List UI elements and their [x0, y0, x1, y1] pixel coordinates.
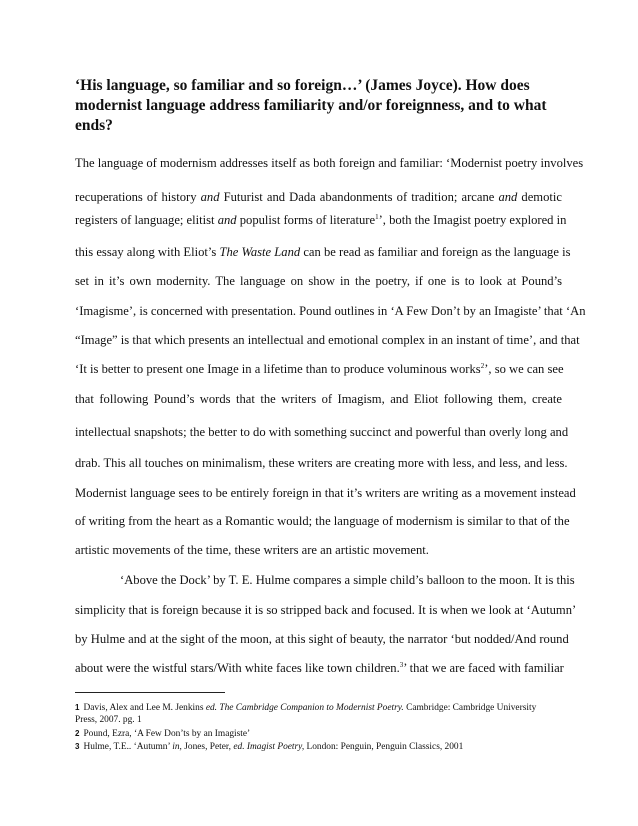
body-text: can be read as familiar and foreign as the language is [300, 245, 571, 259]
footnote-text: London: Penguin, Penguin Classics, 2001 [304, 742, 464, 752]
body-text: “Image” is that which presents an intellectual and emotional complex in an instant of time’, and that [75, 333, 580, 347]
footnote-3 [75, 741, 463, 753]
footnote-ref[interactable]: 3 [399, 661, 404, 669]
body-line [75, 212, 567, 228]
body-text: registers of language; elitist [75, 213, 218, 227]
body-text: simplicity that is foreign because it is so stripped back and focused. It is when we look at ‘Autumn’ [75, 603, 577, 617]
body-text: populist forms of literature [236, 213, 376, 227]
footnote-text: Cambridge: Cambridge University [403, 703, 537, 713]
body-line [75, 391, 562, 407]
body-text: ’ that we are faced with familiar [403, 661, 564, 675]
body-text: ’, both the Imagist poetry explored in [378, 213, 567, 227]
body-line [75, 455, 568, 471]
body-line [75, 602, 577, 618]
footnote-2 [75, 728, 250, 740]
footnote-text: Davis, Alex and Lee M. Jenkins [83, 703, 206, 713]
body-text: of writing from the heart as a Romantic would; the language of modernism is similar to that of the [75, 514, 570, 528]
body-text: The language of modernism addresses itself as both foreign and familiar: ‘Modernist poetry involves [75, 156, 584, 170]
footnote-1-cont [75, 715, 142, 726]
body-text: demotic [517, 190, 562, 204]
body-line [75, 155, 584, 171]
body-line [75, 485, 576, 501]
footnote-text: Pound, Ezra, ‘A Few Don’ts by an Imagiste’ [83, 729, 251, 739]
italic-text: and [200, 190, 220, 204]
body-line [75, 332, 580, 348]
body-text: by Hulme and at the sight of the moon, at this sight of beauty, the narrator ‘but nodded/And round [75, 632, 569, 646]
footnote-number: 3 [75, 742, 80, 751]
italic-text: The Waste Land [219, 245, 301, 259]
body-line [75, 361, 562, 377]
footnote-ref[interactable]: 2 [480, 362, 485, 370]
body-text: ‘Imagisme’, is concerned with presentation. Pound outlines in ‘A Few Don’t by an Imagiste’ that ‘An [75, 304, 586, 318]
body-text: about were the wistful stars/With white faces like town children. [75, 661, 400, 675]
body-text: drab. This all touches on minimalism, these writers are creating more with less, and less, and less. [75, 456, 568, 470]
footnote-italic: ed. Imagist Poetry, [233, 742, 305, 752]
footnote-1 [75, 702, 536, 714]
essay-title: ‘His language, so familiar and so foreign…’ (James Joyce). How does modernist language address familiarity and/or foreignness, and to what ends? [75, 77, 547, 134]
body-text: ’, so we can see [484, 362, 564, 376]
body-text: artistic movements of the time, these writers are an artistic movement. [75, 543, 429, 557]
italic-text: and [498, 190, 518, 204]
footnote-text: Jones, Peter, [181, 742, 234, 752]
footnote-italic: in, [172, 742, 182, 752]
body-line [75, 542, 429, 558]
body-text: ‘Above the Dock’ by T. E. Hulme compares a simple child’s balloon to the moon. It is this [120, 573, 575, 587]
body-line [75, 424, 569, 440]
body-line [120, 572, 575, 588]
body-text: recuperations of history [75, 190, 201, 204]
italic-text: and [217, 213, 237, 227]
body-text: Futurist and Dada abandonments of tradition; arcane [219, 190, 499, 204]
footnote-separator [75, 692, 225, 693]
body-line [75, 631, 569, 647]
body-text: ‘It is better to present one Image in a lifetime than to produce voluminous works [75, 362, 481, 376]
footnote-italic: ed. The Cambridge Companion to Modernist Poetry. [205, 703, 404, 713]
body-line [75, 660, 562, 676]
body-line [75, 513, 570, 529]
body-text: this essay along with Eliot’s [75, 245, 220, 259]
body-line [75, 303, 586, 319]
body-text: that following Pound’s words that the writers of Imagism, and Eliot following them, create [75, 392, 562, 406]
body-text: set in it’s own modernity. The language on show in the poetry, if one is to look at Pound’s [75, 274, 562, 288]
footnote-number: 1 [75, 703, 80, 712]
footnote-text: Hulme, T.E.. ‘Autumn’ [83, 742, 173, 752]
body-line [75, 189, 562, 205]
body-text: intellectual snapshots; the better to do with something succinct and powerful than overly long and [75, 425, 569, 439]
footnote-text: Press, 2007. pg. 1 [75, 715, 142, 725]
body-line [75, 273, 562, 289]
footnote-number: 2 [75, 729, 80, 738]
footnote-ref[interactable]: 1 [375, 213, 379, 221]
body-line [75, 244, 571, 260]
body-text: Modernist language sees to be entirely foreign in that it’s writers are writing as a movement instead [75, 486, 576, 500]
